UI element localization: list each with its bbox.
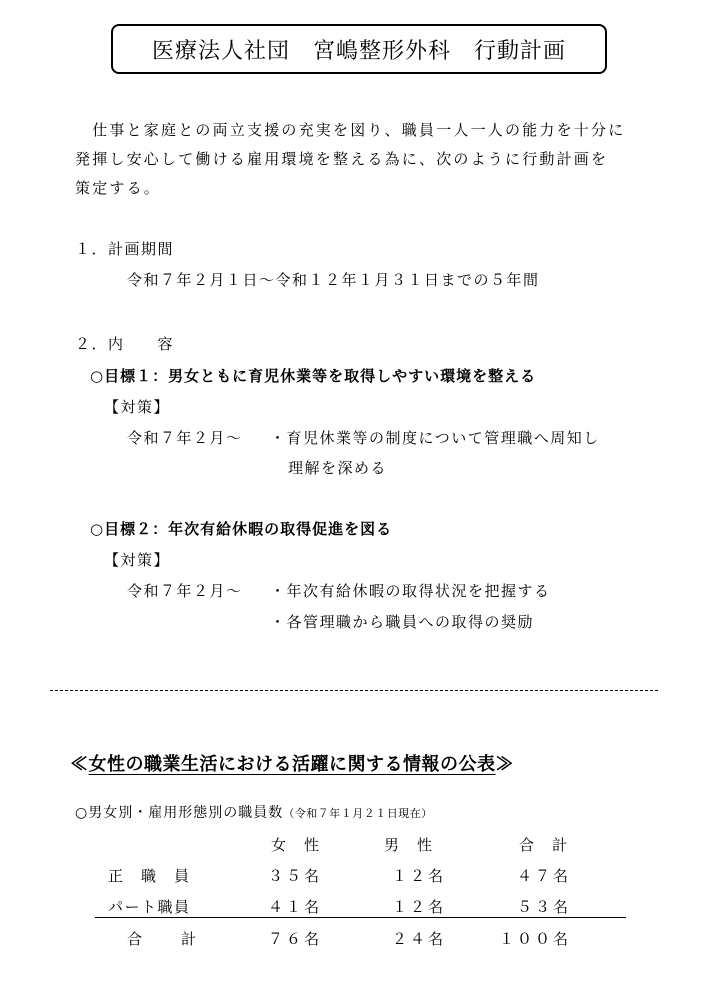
column-header-female: 女 性: [271, 836, 321, 854]
goal2-item: ・各管理職から職員への取得の奨励: [270, 613, 535, 631]
intro-line: 発揮し安心して働ける雇用環境を整える為に、次のように行動計画を: [75, 150, 609, 168]
intro-line: 仕事と家庭との両立支援の充実を図り、職員一人一人の能力を十分に: [75, 121, 626, 139]
cell-female: ４１名: [267, 898, 322, 916]
section2-heading: ２．内 容: [75, 335, 175, 353]
bracket-open: ≪: [70, 754, 89, 775]
cell-male: １２名: [391, 867, 446, 885]
row-label: パート職員: [108, 898, 191, 916]
cell-total: ５３名: [516, 898, 571, 916]
goal1-item: 理解を深める: [288, 459, 388, 477]
goal2-measure-label: 【対策】: [104, 551, 171, 569]
row-label: 正 職 員: [108, 867, 191, 885]
intro-line: 策定する。: [75, 179, 162, 197]
table-divider-line: [95, 917, 626, 918]
as-of-date: （令和７年１月２１日現在）: [283, 807, 433, 820]
cell-female: ３５名: [267, 867, 322, 885]
column-header-male: 男 性: [384, 836, 434, 854]
goal1-item: ・育児休業等の制度について管理職へ周知し: [270, 429, 600, 447]
goal1-date: 令和７年２月～: [127, 429, 243, 447]
disclosure-heading: [70, 750, 514, 776]
cell-total: １００名: [498, 930, 571, 948]
goal1-measure-label: 【対策】: [104, 398, 171, 416]
cell-female: ７６名: [267, 930, 322, 948]
row-label: 合 計: [127, 930, 200, 948]
bracket-close: ≫: [495, 754, 514, 775]
dashed-divider: [50, 690, 658, 691]
cell-male: １２名: [391, 898, 446, 916]
goal2-date: 令和７年２月～: [127, 582, 243, 600]
table-title-text: ○男女別・雇用形態別の職員数: [75, 805, 284, 821]
goal2-item: ・年次有給休暇の取得状況を把握する: [270, 582, 551, 600]
goal2-title: ○目標２：年次有給休暇の取得促進を図る: [90, 520, 393, 538]
disclosure-title: 女性の職業生活における活躍に関する情報の公表: [88, 754, 496, 775]
intro-paragraph: [75, 116, 675, 203]
cell-male: ２４名: [391, 930, 446, 948]
goal1-title: ○目標１：男女ともに育児休業等を取得しやすい環境を整える: [90, 367, 537, 385]
page-title: 医療法人社団 宮嶋整形外科 行動計画: [111, 24, 607, 74]
column-header-total: 合 計: [519, 836, 569, 854]
section1-heading: １．計画期間: [75, 240, 175, 258]
plan-period: 令和７年２月１日～令和１２年１月３１日までの５年間: [127, 271, 540, 289]
table-title: [75, 802, 433, 822]
cell-total: ４７名: [516, 867, 571, 885]
